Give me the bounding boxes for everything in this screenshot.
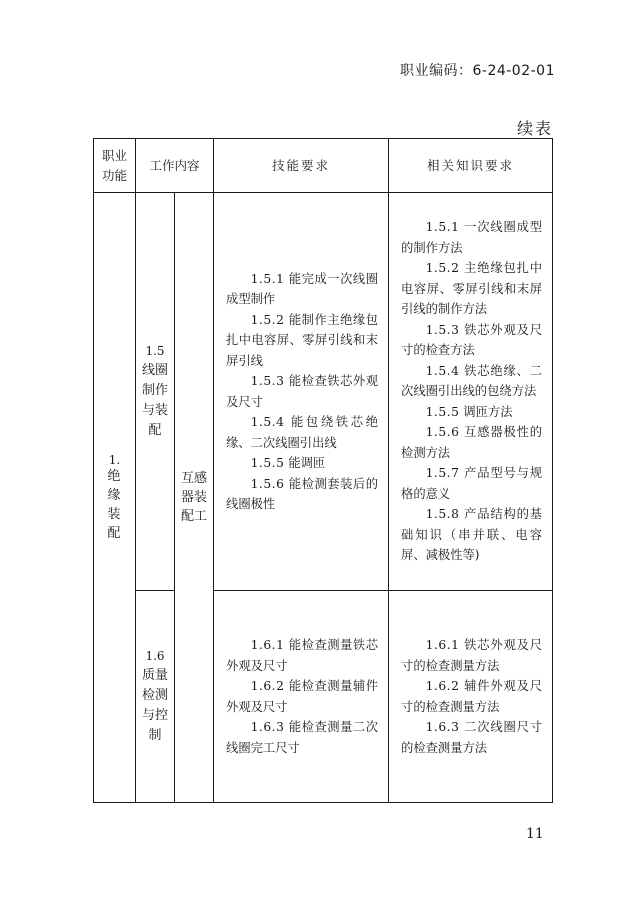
skill-item: 1.6.2 能检查测量辅件外观及尺寸 bbox=[226, 679, 379, 714]
skill-item: 1.5.4 能包绕铁芯绝缘、二次线圈引出线 bbox=[226, 415, 378, 450]
skills-list bbox=[214, 635, 388, 758]
title-line: 制 bbox=[148, 728, 162, 743]
skills-cell bbox=[214, 193, 389, 591]
skill-item: 1.6.1 能检查测量铁芯外观及尺寸 bbox=[226, 638, 379, 673]
knowledge-item: 1.5.3 铁芯外观及尺寸的检查方法 bbox=[401, 322, 542, 358]
header-function bbox=[94, 139, 136, 193]
work-content-title bbox=[136, 361, 174, 441]
function-char: 缘 bbox=[107, 487, 122, 503]
title-line: 质量 bbox=[141, 668, 168, 683]
knowledge-item: 1.5.6 互感器极性的检测方法 bbox=[401, 425, 542, 460]
title-line: 线圈 bbox=[141, 363, 168, 378]
title-line: 制作 bbox=[141, 383, 168, 398]
continued-label: 续表 bbox=[516, 119, 553, 138]
page-number: 11 bbox=[526, 826, 544, 842]
job-line: 配工 bbox=[181, 509, 208, 524]
header-work-content: 工作内容 bbox=[136, 139, 214, 193]
skills-table bbox=[93, 138, 553, 803]
knowledge-item: 1.5.2 主绝缘包扎中电容屏、零屏引线和末屏引线的制作方法 bbox=[401, 261, 543, 317]
table-header-row bbox=[94, 139, 553, 193]
function-char: 绝 bbox=[107, 468, 122, 484]
job-cell bbox=[175, 193, 214, 803]
header-function-line: 功能 bbox=[101, 167, 127, 183]
skill-item: 1.5.1 能完成一次线圈成型制作 bbox=[226, 271, 379, 306]
job-line: 互感 bbox=[181, 471, 208, 486]
title-line: 检测 bbox=[141, 688, 168, 703]
knowledge-item: 1.6.2 辅件外观及尺寸的检查测量方法 bbox=[401, 679, 542, 714]
knowledge-cell bbox=[389, 591, 553, 803]
knowledge-list bbox=[389, 635, 552, 758]
occupation-code: 职业编码：6-24-02-01 bbox=[399, 63, 555, 79]
knowledge-item: 1.5.7 产品型号与规格的意义 bbox=[401, 466, 542, 501]
title-line: 配 bbox=[148, 423, 162, 438]
function-cell bbox=[94, 193, 136, 803]
skill-item: 1.5.6 能检测套装后的线圈极性 bbox=[226, 476, 379, 511]
function-name bbox=[94, 467, 135, 543]
work-content-number: 1.5 bbox=[145, 344, 165, 358]
work-content-cell bbox=[136, 193, 175, 591]
knowledge-item: 1.5.8 产品结构的基础知识（串并联、电容屏、减极性等) bbox=[401, 507, 543, 563]
skill-item: 1.5.5 能调匝 bbox=[250, 456, 326, 470]
function-char: 配 bbox=[107, 525, 122, 541]
knowledge-item: 1.6.1 铁芯外观及尺寸的检查测量方法 bbox=[401, 638, 542, 673]
skill-item: 1.5.2 能制作主绝缘包扎中电容屏、零屏引线和末屏引线 bbox=[226, 312, 379, 368]
title-line: 与装 bbox=[141, 403, 168, 418]
table-row bbox=[94, 591, 553, 803]
skills-cell bbox=[214, 591, 389, 803]
table-row bbox=[94, 193, 553, 591]
work-content-cell bbox=[136, 591, 175, 803]
title-line: 与控 bbox=[141, 708, 168, 723]
knowledge-item: 1.5.4 铁芯绝缘、二次线圈引出线的包绕方法 bbox=[401, 363, 542, 399]
knowledge-item: 1.5.1 一次线圈成型的制作方法 bbox=[401, 220, 542, 255]
knowledge-item: 1.6.3 二次线圈尺寸的检查测量方法 bbox=[401, 720, 542, 755]
knowledge-list bbox=[389, 217, 552, 566]
header-skill-requirements: 技能要求 bbox=[214, 139, 389, 193]
header-function-line: 职业 bbox=[101, 147, 127, 163]
skill-item: 1.5.3 能检查铁芯外观及尺寸 bbox=[226, 374, 379, 409]
function-number: 1. bbox=[108, 452, 121, 467]
knowledge-cell bbox=[389, 193, 553, 591]
header-related-knowledge: 相关知识要求 bbox=[389, 139, 553, 193]
knowledge-item: 1.5.5 调匝方法 bbox=[425, 404, 513, 419]
work-content-title bbox=[136, 666, 174, 746]
skill-item: 1.6.3 能检查测量二次线圈完工尺寸 bbox=[226, 720, 379, 755]
job-line: 器装 bbox=[181, 490, 208, 505]
function-char: 装 bbox=[107, 506, 122, 522]
skills-list bbox=[214, 269, 388, 515]
work-content-number: 1.6 bbox=[145, 649, 165, 663]
